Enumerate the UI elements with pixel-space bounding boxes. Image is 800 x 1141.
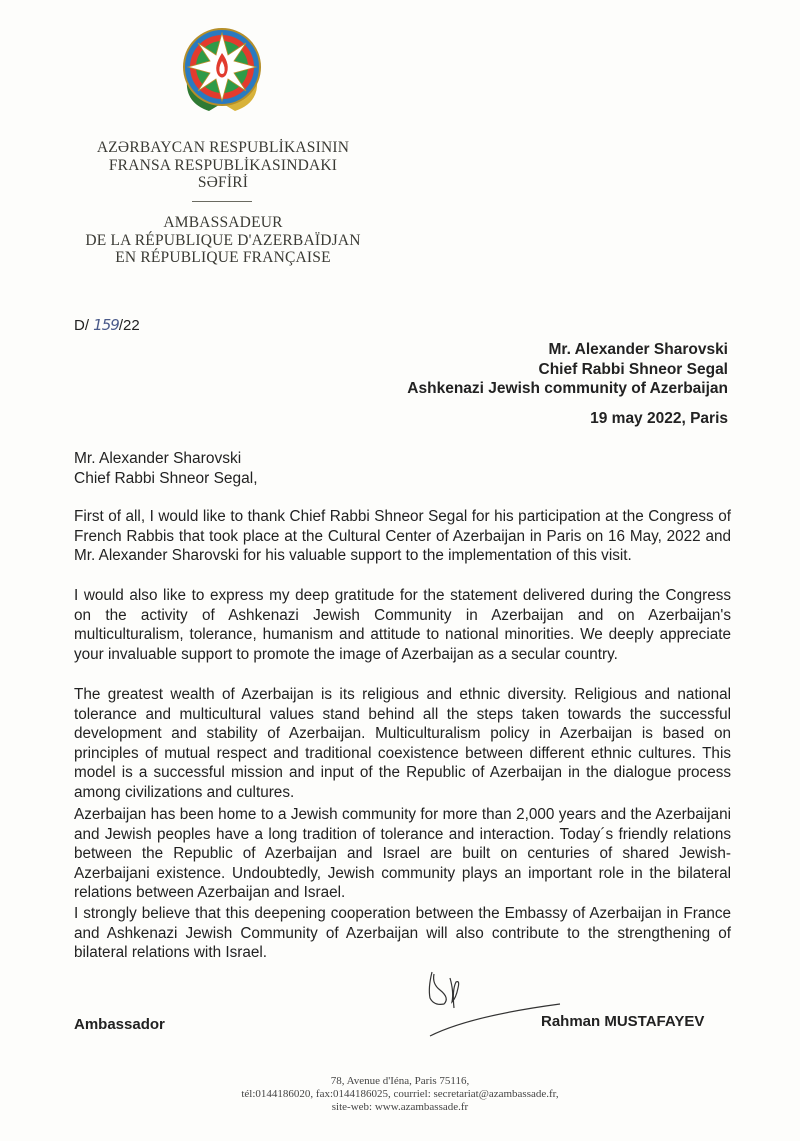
footer-website: site-web: www.azambassade.fr [331,1101,469,1113]
body-paragraph: Azerbaijan has been home to a Jewish community for more than 2,000 years and the Azerbaijani and Jewish peoples have a long tradition of tolerance and interaction. Today´s friendly relations between the Republic of Azerbaijan and Israel are built on centuries of shared Jewish-Azerbaijani existence. Undoubtedly, Jewish community plays an important role in the bilateral relations between Azerbaijan and Israel. [74,806,731,901]
reference-number [74,316,140,334]
letterhead-line: FRANSA RESPUBLİKASINDAKI [108,156,338,174]
footer-phone-email: tél:0144186020, fax:0144186025, courriel: secretariat@azambassade.fr, [241,1088,559,1100]
letterhead-line: EN RÉPUBLIQUE FRANÇAISE [115,249,331,266]
addressee-line: Chief Rabbi Shneor Segal [538,360,728,378]
letterhead-azerbaijani [0,139,446,192]
addressee-block [407,340,728,399]
reference-suffix: /22 [118,317,140,334]
footer-address: 78, Avenue d'Iéna, Paris 75116, [330,1075,470,1087]
addressee-line: Mr. Alexander Sharovski [548,341,728,358]
body-paragraph: The greatest wealth of Azerbaijan is its religious and ethnic diversity. Religious and national tolerance and multicultural values stand behind all the steps taken towards the successful development and stability of Azerbaijan. Multiculturalism policy in Azerbaijan is based on principles of mutual respect and traditional coexistence between different ethnic cultures. This model is a successful mission and input of the Republic of Azerbaijan in the dialogue process among civilizations and cultures. [74,686,731,801]
letterhead-divider [192,201,252,202]
salutation-line: Chief Rabbi Shneor Segal, [74,469,258,487]
letter-date: 19 may 2022, Paris [590,410,728,427]
body-paragraph: First of all, I would like to thank Chief Rabbi Shneor Segal for his participation at the Congress of French Rabbis that took place at the Cultural Center of Azerbaijan in Paris on 16 May, 2022 and Mr. Alexander Sharovski for his valuable support to the implementation of this visit. [74,508,731,564]
reference-prefix: D/ [74,317,94,334]
letterhead-french [0,214,446,267]
signatory-title: Ambassador [74,1016,165,1033]
salutation [74,449,258,488]
letterhead-line: AZƏRBAYCAN RESPUBLİKASININ [96,139,350,156]
body-paragraph: I strongly believe that this deepening cooperation between the Embassy of Azerbaijan in France and Ashkenazi Jewish Community of Azerbaijan will also contribute to the strengthening of bilateral relations with Israel. [74,905,731,961]
letterhead-line: SƏFİRİ [197,174,249,191]
body-paragraph: I would also like to express my deep gratitude for the statement delivered during the Congress on the activity of Ashkenazi Jewish Community in Azerbaijan and on Azerbaijan's multiculturalism, tolerance, humanism and attitude to national minorities. We deeply appreciate your invaluable support to promote the image of Azerbaijan as a secular country. [74,587,731,663]
footer-contact [0,1075,800,1114]
salutation-line: Mr. Alexander Sharovski [74,450,242,467]
addressee-line: Ashkenazi Jewish community of Azerbaijan [407,380,728,397]
reference-handwritten-number: 159 [93,316,119,334]
signatory-name: Rahman MUSTAFAYEV [541,1013,705,1030]
letterhead-line: DE LA RÉPUBLIQUE D'AZERBAÏDJAN [85,231,361,249]
letterhead-line: AMBASSADEUR [163,214,283,231]
azerbaijan-emblem-icon [179,25,265,117]
